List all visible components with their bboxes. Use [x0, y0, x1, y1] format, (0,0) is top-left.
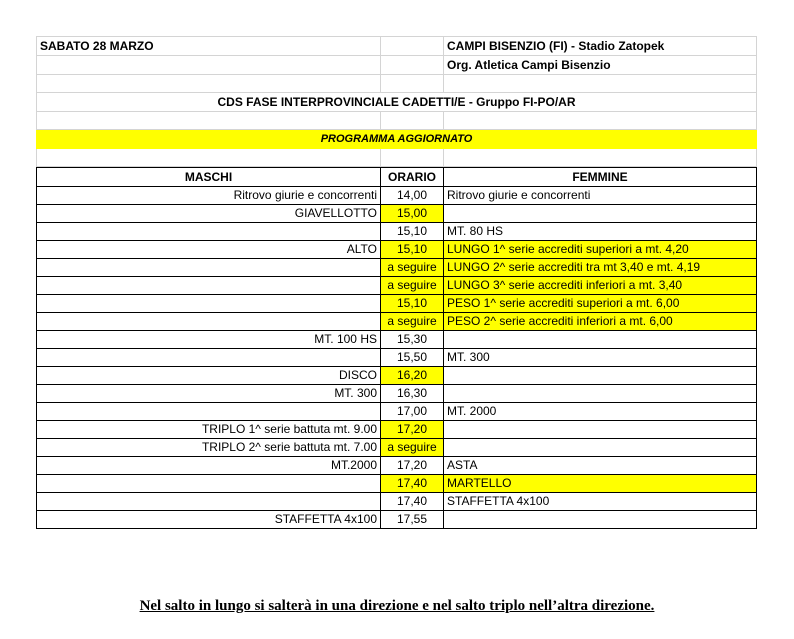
orario-cell: 15,10 [381, 241, 444, 259]
femmine-cell: MT. 2000 [444, 403, 757, 421]
orario-cell: 17,20 [381, 457, 444, 475]
maschi-cell [37, 223, 381, 241]
col-header-orario: ORARIO [381, 168, 444, 187]
table-row [37, 313, 757, 331]
maschi-cell: STAFFETTA 4x100 [37, 511, 381, 529]
maschi-cell: MT. 100 HS [37, 331, 381, 349]
femmine-cell: PESO 2^ serie accrediti inferiori a mt. 6,00 [444, 313, 757, 331]
table-row [37, 367, 757, 385]
empty-cell [37, 56, 381, 75]
empty-cell [444, 149, 757, 167]
femmine-cell: LUNGO 1^ serie accrediti superiori a mt. 4,20 [444, 241, 757, 259]
orario-cell: 15,10 [381, 295, 444, 313]
empty-cell [381, 37, 444, 56]
femmine-cell: MT. 300 [444, 349, 757, 367]
table-row [37, 331, 757, 349]
header-table [36, 36, 757, 167]
maschi-cell: ALTO [37, 241, 381, 259]
maschi-cell: TRIPLO 1^ serie battuta mt. 9.00 [37, 421, 381, 439]
table-row [37, 349, 757, 367]
empty-cell [37, 75, 381, 93]
orario-cell: a seguire [381, 259, 444, 277]
orario-cell: 15,10 [381, 223, 444, 241]
org-cell: Org. Atletica Campi Bisenzio [444, 56, 757, 75]
table-row [37, 457, 757, 475]
orario-cell: 14,00 [381, 187, 444, 205]
schedule-sheet [36, 36, 756, 529]
event-title: CDS FASE INTERPROVINCIALE CADETTI/E - Gruppo FI-PO/AR [37, 93, 757, 112]
femmine-cell: MARTELLO [444, 475, 757, 493]
orario-cell: a seguire [381, 277, 444, 295]
maschi-cell [37, 259, 381, 277]
table-row [37, 511, 757, 529]
maschi-cell [37, 277, 381, 295]
table-row [37, 277, 757, 295]
orario-cell: 16,20 [381, 367, 444, 385]
col-header-maschi: MASCHI [37, 168, 381, 187]
program-banner: PROGRAMMA AGGIORNATO [37, 130, 757, 149]
orario-cell: 15,00 [381, 205, 444, 223]
table-row [37, 295, 757, 313]
femmine-cell [444, 439, 757, 457]
date-cell: SABATO 28 MARZO [37, 37, 381, 56]
table-row [37, 385, 757, 403]
orario-cell: 15,30 [381, 331, 444, 349]
femmine-cell [444, 205, 757, 223]
maschi-cell [37, 349, 381, 367]
footer-note: Nel salto in lungo si salterà in una direzione e nel salto triplo nell’altra direzione. [139, 598, 655, 614]
femmine-cell: ASTA [444, 457, 757, 475]
empty-cell [381, 149, 444, 167]
orario-cell: a seguire [381, 313, 444, 331]
orario-cell: 17,20 [381, 421, 444, 439]
femmine-cell [444, 511, 757, 529]
table-row [37, 475, 757, 493]
maschi-cell: MT. 300 [37, 385, 381, 403]
orario-cell: 17,55 [381, 511, 444, 529]
maschi-cell: DISCO [37, 367, 381, 385]
empty-cell [444, 75, 757, 93]
femmine-cell: PESO 1^ serie accrediti superiori a mt. 6,00 [444, 295, 757, 313]
femmine-cell [444, 331, 757, 349]
empty-cell [37, 112, 381, 130]
femmine-cell [444, 421, 757, 439]
table-row [37, 259, 757, 277]
femmine-cell: Ritrovo giurie e concorrenti [444, 187, 757, 205]
table-row [37, 187, 757, 205]
table-row [37, 421, 757, 439]
table-row [37, 223, 757, 241]
maschi-cell [37, 313, 381, 331]
maschi-cell: TRIPLO 2^ serie battuta mt. 7.00 [37, 439, 381, 457]
orario-cell: 17,40 [381, 475, 444, 493]
venue-cell: CAMPI BISENZIO (FI) - Stadio Zatopek [444, 37, 757, 56]
table-row [37, 205, 757, 223]
empty-cell [37, 149, 381, 167]
femmine-cell: LUNGO 2^ serie accrediti tra mt 3,40 e mt. 4,19 [444, 259, 757, 277]
col-header-femmine: FEMMINE [444, 168, 757, 187]
maschi-cell: GIAVELLOTTO [37, 205, 381, 223]
maschi-cell: MT.2000 [37, 457, 381, 475]
maschi-cell [37, 295, 381, 313]
orario-cell: 17,40 [381, 493, 444, 511]
schedule-table [36, 167, 757, 529]
empty-cell [381, 112, 444, 130]
orario-cell: 17,00 [381, 403, 444, 421]
femmine-cell: STAFFETTA 4x100 [444, 493, 757, 511]
femmine-cell: MT. 80 HS [444, 223, 757, 241]
empty-cell [381, 75, 444, 93]
orario-cell: 15,50 [381, 349, 444, 367]
table-row [37, 493, 757, 511]
maschi-cell [37, 403, 381, 421]
femmine-cell [444, 367, 757, 385]
empty-cell [381, 56, 444, 75]
orario-cell: 16,30 [381, 385, 444, 403]
table-row [37, 403, 757, 421]
maschi-cell [37, 493, 381, 511]
empty-cell [444, 112, 757, 130]
maschi-cell [37, 475, 381, 493]
table-row [37, 241, 757, 259]
maschi-cell: Ritrovo giurie e concorrenti [37, 187, 381, 205]
orario-cell: a seguire [381, 439, 444, 457]
femmine-cell [444, 385, 757, 403]
femmine-cell: LUNGO 3^ serie accrediti inferiori a mt. 3,40 [444, 277, 757, 295]
table-row [37, 439, 757, 457]
